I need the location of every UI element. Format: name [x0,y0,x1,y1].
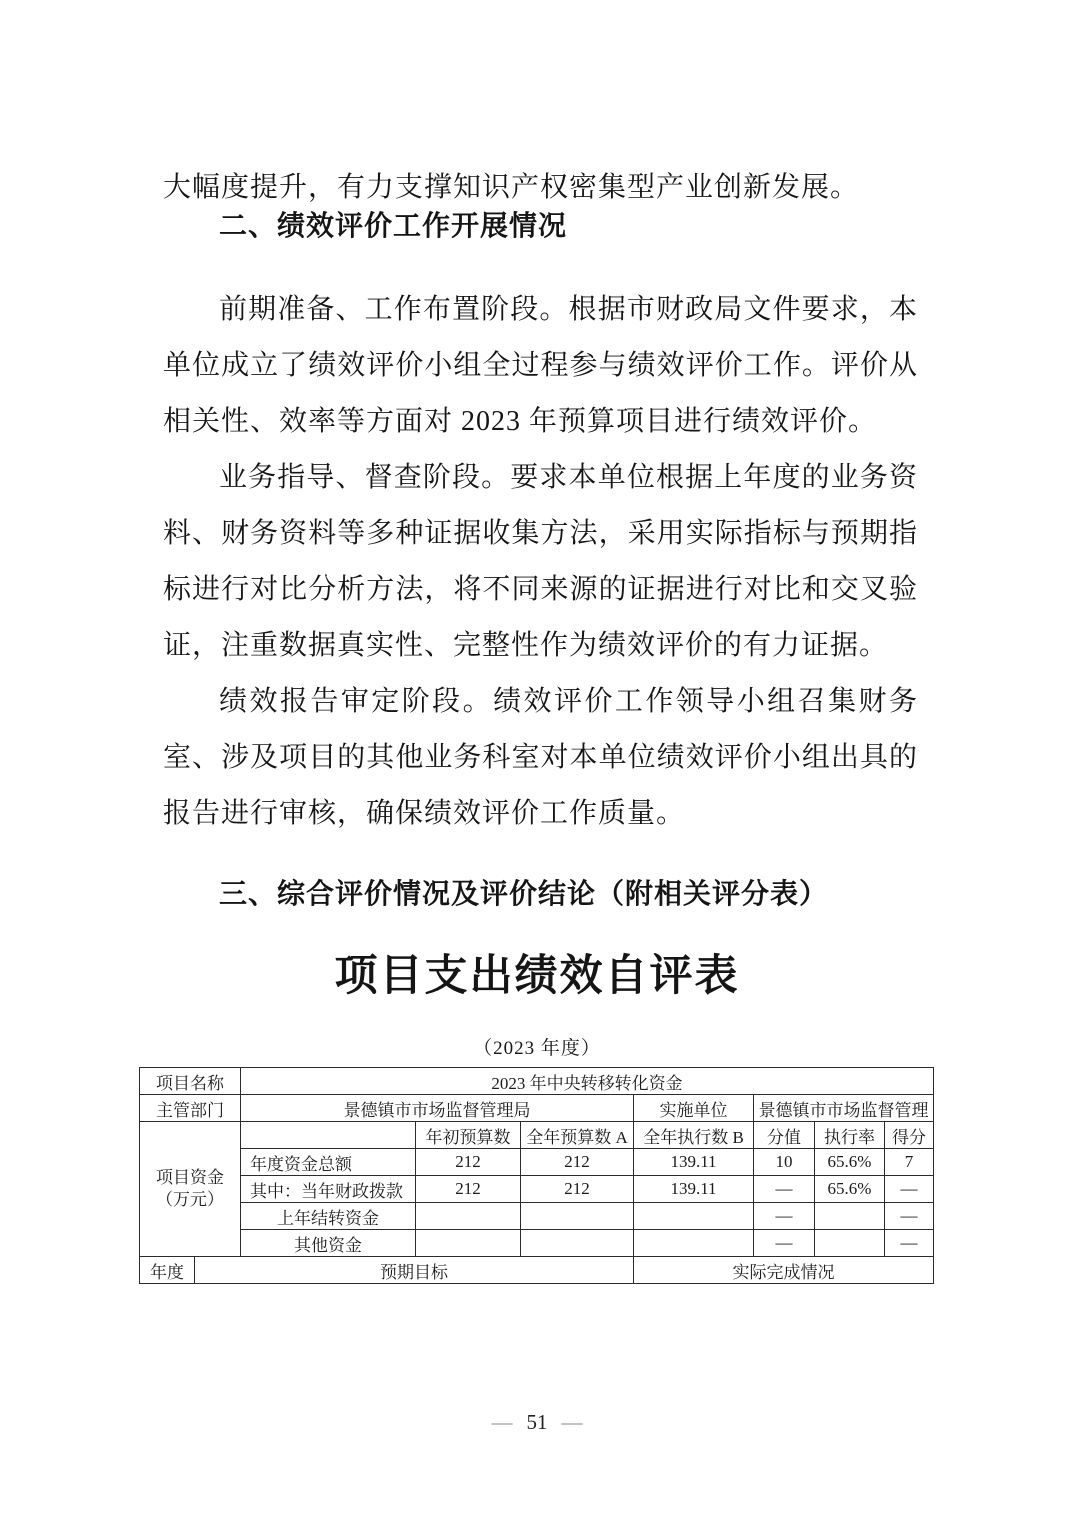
table-row [140,1203,934,1230]
fund-row-initial: 212 [416,1149,521,1176]
fund-row-rate: 65.6% [815,1176,885,1203]
fund-row-label: 上年结转资金 [241,1203,416,1230]
header-full-year-executed: 全年执行数 B [634,1122,754,1149]
continuation-paragraph: 大幅度提升，有力支撑知识产权密集型产业创新发展。 [163,172,860,203]
fund-row-weight: — [754,1230,815,1257]
self-eval-table-subtitle: （2023 年度） [473,1038,601,1059]
self-evaluation-table [139,1067,934,1284]
fund-row-executed: 139.11 [634,1176,754,1203]
section3-heading: 三、综合评价情况及评价结论（附相关评分表） [219,878,829,909]
table-row [140,1257,934,1284]
table-row [140,1068,934,1095]
section2-heading: 二、绩效评价工作开展情况 [219,210,568,241]
page-number-dash-right: — [561,1410,583,1434]
header-initial-budget: 年初预算数 [416,1122,521,1149]
fund-row-rate [815,1230,885,1257]
fund-row-score: — [885,1176,934,1203]
fund-row-full: 212 [521,1176,634,1203]
table-row [140,1122,934,1149]
year-label: 年度 [140,1257,195,1284]
fund-row-initial [416,1203,521,1230]
paragraph-preparation-stage: 前期准备、工作布置阶段。根据市财政局文件要求，本单位成立了绩效评价小组全过程参与绩效评价工作。评价从相关性、效率等方面对 2023 年预算项目进行绩效评价。 [163,294,918,437]
fund-row-weight: — [754,1176,815,1203]
fund-row-executed [634,1203,754,1230]
fund-row-initial: 212 [416,1176,521,1203]
impl-unit-label: 实施单位 [634,1095,754,1122]
header-weight: 分值 [754,1122,815,1149]
funds-label-line1: 项目资金 [156,1168,224,1187]
fund-row-full [521,1203,634,1230]
paragraph-guidance-stage: 业务指导、督查阶段。要求本单位根据上年度的业务资料、财务资料等多种证据收集方法，采用实际指标与预期指标进行对比分析方法，将不同来源的证据进行对比和交叉验证，注重数据真实性、完整性作为绩效评价的有力证据。 [163,462,918,661]
fund-row-full [521,1230,634,1257]
header-full-year-budget: 全年预算数 A [521,1122,634,1149]
page-number [0,1410,1074,1435]
fund-row-score: 7 [885,1149,934,1176]
table-row [140,1149,934,1176]
fund-row-label: 其他资金 [241,1230,416,1257]
fund-row-rate: 65.6% [815,1149,885,1176]
fund-row-rate [815,1203,885,1230]
table-row [140,1176,934,1203]
fund-row-label: 其中：当年财政拨款 [241,1176,416,1203]
dept-label: 主管部门 [140,1095,241,1122]
paragraph-report-review-stage: 绩效报告审定阶段。绩效评价工作领导小组召集财务室、涉及项目的其他业务科室对本单位绩效评价小组出具的报告进行审核，确保绩效评价工作质量。 [163,686,918,829]
funds-label-line2: （万元） [156,1190,224,1209]
fund-row-executed [634,1230,754,1257]
actual-completion-label: 实际完成情况 [634,1257,934,1284]
project-name-value: 2023 年中央转移转化资金 [241,1068,934,1095]
page-number-value: 51 [526,1410,548,1434]
header-execution-rate: 执行率 [815,1122,885,1149]
project-name-label: 项目名称 [140,1068,241,1095]
funds-group-label [140,1122,241,1257]
fund-row-weight: 10 [754,1149,815,1176]
fund-row-label: 年度资金总额 [241,1149,416,1176]
fund-row-score: — [885,1203,934,1230]
fund-row-weight: — [754,1203,815,1230]
fund-row-score: — [885,1230,934,1257]
fund-row-initial [416,1230,521,1257]
fund-row-executed: 139.11 [634,1149,754,1176]
table-row [140,1095,934,1122]
fund-row-full: 212 [521,1149,634,1176]
header-score: 得分 [885,1122,934,1149]
funds-subheader-empty [241,1122,416,1149]
page-number-dash-left: — [491,1410,513,1434]
expected-goal-label: 预期目标 [195,1257,634,1284]
impl-unit-value: 景德镇市市场监督管理 [754,1095,934,1122]
table-row [140,1230,934,1257]
self-eval-table-title: 项目支出绩效自评表 [334,953,740,1000]
dept-value: 景德镇市市场监督管理局 [241,1095,634,1122]
